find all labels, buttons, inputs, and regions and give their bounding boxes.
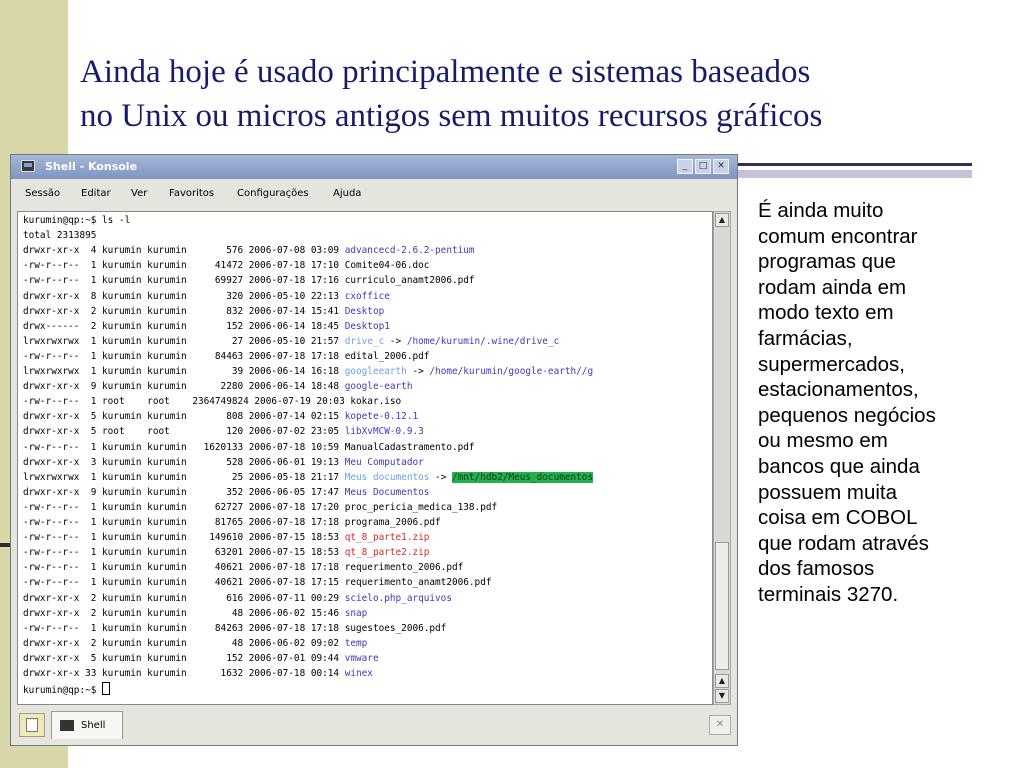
file-meta: -rw-r--r-- 1 kurumin kurumin 69927 2006-07-18 17:16 (23, 275, 345, 287)
terminal-file-row (23, 607, 367, 620)
slide-body-line: ou mesmo em (758, 429, 888, 453)
terminal-output[interactable] (17, 211, 713, 705)
terminal-file-row (23, 501, 497, 514)
file-meta: drwxr-xr-x 2 kurumin kurumin 48 2006-06-02 15:46 (23, 607, 345, 619)
file-meta: lrwxrwxrwx 1 kurumin kurumin 27 2006-05-10 21:57 (23, 335, 345, 347)
file-meta: drwxr-xr-x 3 kurumin kurumin 528 2006-06-01 19:13 (23, 456, 345, 468)
file-name: googleearth (344, 366, 407, 377)
file-name: winex (344, 668, 373, 679)
konsole-window (10, 154, 738, 746)
file-name: Meus documentos (344, 471, 430, 483)
file-meta: -rw-r--r-- 1 kurumin kurumin 63201 2006-07-15 18:53 (23, 547, 345, 559)
file-name: requerimento_2006.pdf (344, 562, 464, 574)
slide-body-line: supermercados, (758, 352, 905, 376)
menu-favoritos[interactable]: Favoritos (169, 188, 215, 199)
terminal-file-row (23, 350, 429, 363)
slide-body-line: farmácias, (758, 326, 853, 350)
terminal-icon[interactable] (21, 160, 35, 172)
menu-sessao[interactable]: Sessão (25, 188, 61, 199)
file-meta: -rw-r--r-- 1 kurumin kurumin 84263 2006-07-18 17:18 (23, 622, 345, 634)
terminal-file-row (23, 425, 424, 438)
terminal-command: kurumin@qp:~$ ls -l (23, 215, 131, 226)
terminal-prompt-line (23, 682, 110, 695)
slide-body-line: coisa em COBOL (758, 506, 918, 530)
scroll-up-icon-lower[interactable]: ▲ (715, 674, 729, 688)
menu-editar[interactable]: Editar (81, 188, 111, 199)
slide-body-line: modo texto em (758, 301, 894, 325)
slide-body-line: dos famosos (758, 557, 875, 581)
slide-title-line-1: Ainda hoje é usado principalmente e sistemas baseados (80, 54, 811, 90)
terminal-total: total 2313895 (23, 230, 97, 242)
slide-body-text (758, 198, 998, 608)
slide-body-line: É ainda muito (758, 199, 884, 222)
symlink-target: /mnt/hdb2/Meus_documentos (451, 471, 594, 483)
terminal-file-row (23, 516, 441, 529)
file-name: temp (344, 637, 368, 649)
close-session-icon[interactable]: ✕ (709, 715, 731, 735)
slide-body-line: terminais 3270. (758, 582, 899, 606)
file-name: Desktop1 (344, 320, 390, 332)
maximize-icon[interactable]: □ (695, 159, 711, 174)
terminal-scrollbar[interactable] (713, 211, 731, 705)
file-meta: -rw-r--r-- 1 kurumin kurumin 41472 2006-07-18 17:10 (23, 260, 345, 272)
file-name: drive_c (344, 335, 385, 347)
terminal-file-row (23, 561, 463, 574)
terminal-prompt: kurumin@qp:~$ (23, 685, 103, 697)
slide-title (80, 50, 1010, 138)
file-name: qt_8_parte1.zip (344, 532, 430, 544)
terminal-file-row (23, 546, 429, 559)
symlink-target: /home/kurumin/google-earth//g (429, 366, 594, 377)
title-rule-dark (738, 163, 972, 166)
file-name: kokar.iso (350, 396, 402, 408)
menu-configuracoes[interactable]: Configurações (237, 188, 309, 199)
symlink-arrow: -> (406, 366, 430, 377)
symlink-target: /home/kurumin/.wine/drive_c (406, 335, 560, 347)
window-title: Shell - Konsole (45, 160, 138, 173)
terminal-file-row (23, 667, 373, 680)
file-name: sugestoes_2006.pdf (344, 622, 447, 634)
file-meta: drwxr-xr-x 4 kurumin kurumin 576 2006-07-08 03:09 (23, 245, 345, 257)
tab-shell[interactable] (51, 711, 123, 739)
terminal-file-row (23, 410, 418, 423)
slide-body-line: comum encontrar (758, 224, 918, 248)
terminal-file-row (23, 441, 475, 454)
window-titlebar[interactable] (11, 155, 737, 179)
terminal-file-row (23, 486, 429, 499)
file-name: qt_8_parte2.zip (344, 547, 430, 559)
file-name: libXvMCW-0.9.3 (344, 426, 424, 438)
terminal-file-row (23, 259, 429, 272)
file-meta: drwxr-xr-x 5 kurumin kurumin 152 2006-07-01 09:44 (23, 652, 345, 664)
symlink-arrow: -> (384, 335, 407, 347)
file-name: snap (344, 607, 368, 619)
file-name: Meus Documentos (344, 486, 430, 498)
file-name: programa_2006.pdf (344, 517, 441, 528)
file-meta: drwxr-xr-x 9 kurumin kurumin 2280 2006-06-14 18:48 (23, 381, 345, 393)
slide-body-line: estacionamentos, (758, 378, 919, 402)
file-meta: drwxr-xr-x 9 kurumin kurumin 352 2006-06-05 17:47 (23, 486, 345, 498)
file-name: ManualCadastramento.pdf (344, 441, 475, 453)
terminal-file-row (23, 622, 446, 635)
file-meta: -rw-r--r-- 1 kurumin kurumin 84463 2006-07-18 17:18 (23, 350, 345, 362)
file-meta: lrwxrwxrwx 1 kurumin kurumin 39 2006-06-14 16:18 (23, 366, 345, 377)
terminal-command-line (23, 214, 130, 227)
file-name: google-earth (344, 381, 413, 393)
file-name: Desktop (344, 305, 385, 317)
scroll-thumb[interactable] (715, 542, 729, 670)
file-name: Meu Computador (344, 456, 424, 468)
terminal-file-row (23, 576, 491, 589)
file-meta: drwxr-xr-x 33 kurumin kurumin 1632 2006-07-18 00:14 (23, 668, 345, 679)
terminal-cursor (102, 682, 110, 695)
terminal-file-row (23, 335, 559, 348)
file-name: curriculo_anamt2006.pdf (344, 275, 475, 287)
new-session-icon[interactable] (19, 713, 45, 737)
slide-body-line: possuem muita (758, 480, 898, 504)
terminal-file-row (23, 637, 367, 650)
terminal-file-row (23, 244, 475, 257)
terminal-file-row (23, 652, 379, 665)
file-meta: drwxr-xr-x 2 kurumin kurumin 48 2006-06-02 09:02 (23, 637, 345, 649)
file-name: cxoffice (344, 290, 390, 302)
file-meta: drwxr-xr-x 2 kurumin kurumin 832 2006-07-14 15:41 (23, 305, 345, 317)
slide-body-line: bancos que ainda (758, 454, 920, 478)
file-meta: drwxr-xr-x 8 kurumin kurumin 320 2006-05-10 22:13 (23, 290, 345, 302)
terminal-file-row (23, 395, 401, 408)
terminal-file-row (23, 592, 452, 605)
title-rule (738, 160, 972, 178)
tab-shell-label: Shell (81, 720, 106, 731)
close-icon[interactable]: ✕ (713, 159, 729, 174)
file-name: vmware (344, 652, 379, 664)
terminal-file-row (23, 365, 593, 378)
file-meta: -rw-r--r-- 1 kurumin kurumin 1620133 2006-07-18 10:59 (23, 441, 345, 453)
file-name: kopete-0.12.1 (344, 411, 419, 423)
terminal-file-row (23, 290, 390, 303)
file-meta: -rw-r--r-- 1 kurumin kurumin 81765 2006-07-18 17:18 (23, 517, 345, 528)
slide-body-line: pequenos negócios (758, 403, 936, 427)
terminal-file-row (23, 471, 593, 484)
terminal-file-row (23, 531, 429, 544)
menu-ver[interactable]: Ver (131, 188, 148, 199)
file-name: advancecd-2.6.2-pentium (344, 245, 475, 257)
minimize-icon[interactable]: _ (677, 159, 693, 174)
file-name: proc_pericia_medica_138.pdf (344, 501, 498, 513)
file-meta: drwxr-xr-x 5 root root 120 2006-07-02 23:05 (23, 426, 345, 438)
slide-title-line-2: no Unix ou micros antigos sem muitos recursos gráficos (80, 98, 823, 134)
terminal-file-row (23, 456, 424, 469)
slide-body-line: que rodam através (758, 531, 929, 555)
file-name: requerimento_anamt2006.pdf (344, 577, 492, 589)
terminal-file-row (23, 305, 384, 318)
file-name: scielo.php_arquivos (344, 592, 452, 604)
terminal-file-row (23, 380, 412, 393)
file-meta: -rw-r--r-- 1 kurumin kurumin 40621 2006-07-18 17:18 (23, 562, 345, 574)
menu-bar (11, 181, 737, 205)
menu-ajuda[interactable]: Ajuda (333, 188, 362, 199)
file-meta: -rw-r--r-- 1 kurumin kurumin 149610 2006-07-15 18:53 (23, 532, 345, 544)
file-name: Comite04-06.doc (344, 260, 430, 272)
file-name: edital_2006.pdf (344, 350, 430, 362)
file-meta: drwxr-xr-x 5 kurumin kurumin 808 2006-07-14 02:15 (23, 411, 345, 423)
terminal-file-row (23, 274, 475, 287)
file-meta: drwxr-xr-x 2 kurumin kurumin 616 2006-07-11 00:29 (23, 592, 345, 604)
scroll-down-icon[interactable]: ▼ (715, 689, 729, 703)
tab-bar (11, 709, 737, 745)
terminal-total-line (23, 229, 96, 242)
file-meta: drwx------ 2 kurumin kurumin 152 2006-06-14 18:45 (23, 320, 345, 332)
file-meta: -rw-r--r-- 1 root root 2364749824 2006-07-19 20:03 (23, 396, 351, 408)
symlink-arrow: -> (429, 471, 452, 483)
terminal-tab-icon (60, 720, 74, 731)
scroll-up-icon[interactable]: ▲ (715, 213, 729, 227)
file-meta: -rw-r--r-- 1 kurumin kurumin 40621 2006-07-18 17:15 (23, 577, 345, 589)
slide-body-line: rodam ainda em (758, 275, 907, 299)
title-rule-light (738, 170, 972, 178)
slide-body-line: programas que (758, 250, 896, 274)
file-meta: lrwxrwxrwx 1 kurumin kurumin 25 2006-05-18 21:17 (23, 471, 345, 483)
terminal-file-row (23, 320, 390, 333)
file-meta: -rw-r--r-- 1 kurumin kurumin 62727 2006-07-18 17:20 (23, 501, 345, 513)
